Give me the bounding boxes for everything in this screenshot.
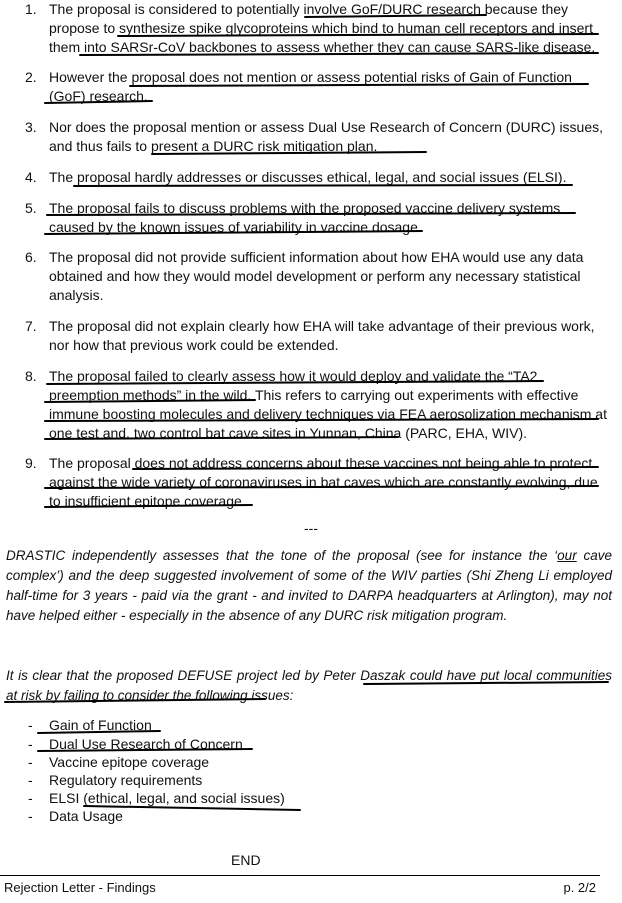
finding-text: The proposal fails to discuss problems with the proposed vaccine delivery systems caused by the known issues of variability in vaccine dosage. <box>49 200 561 235</box>
underline-mark <box>130 84 588 86</box>
finding-text: The proposal hardly addresses or discusses ethical, legal, and social issues (ELSI). <box>49 169 567 185</box>
conclusion-paragraph: It is clear that the proposed DEFUSE project led by Peter Daszak could have put local communities at risk by failing to consider the following issues: <box>6 668 612 703</box>
finding-number: 3. <box>25 119 37 135</box>
finding-text: However the proposal does not mention or assess potential risks of Gain of Function (GoF) research. <box>49 69 572 104</box>
underline-mark <box>133 467 598 469</box>
finding-number: 4. <box>25 169 37 185</box>
underline-mark <box>80 53 598 55</box>
underline-mark <box>45 400 255 402</box>
underline-mark <box>118 34 598 36</box>
underline-mark <box>38 731 160 733</box>
underline-mark <box>45 437 398 439</box>
finding-number: 9. <box>25 455 37 471</box>
underline-mark <box>47 213 575 215</box>
underline-mark <box>84 806 300 810</box>
finding-number: 6. <box>25 249 37 265</box>
issue-text: Dual Use Research of Concern <box>49 736 243 752</box>
underline-mark <box>45 419 598 421</box>
assessment-underlined-word: our <box>557 548 577 563</box>
bullet-dash: - <box>28 808 33 824</box>
bullet-dash: - <box>28 772 33 788</box>
section-separator: --- <box>304 520 318 536</box>
underline-mark <box>45 505 252 507</box>
issue-text: Regulatory requirements <box>49 772 203 788</box>
finding-number: 2. <box>25 69 37 85</box>
bullet-dash: - <box>28 754 33 770</box>
bullet-dash: - <box>28 736 33 752</box>
bullet-dash: - <box>28 717 33 733</box>
bullet-dash: - <box>28 790 33 806</box>
underline-mark <box>47 381 543 384</box>
assessment-text-before: DRASTIC independently assesses that the tone of the proposal (see for instance the ‘ <box>6 548 558 563</box>
finding-number: 7. <box>25 318 37 334</box>
underline-mark <box>45 231 422 234</box>
issue-text: ELSI (ethical, legal, and social issues) <box>49 790 285 806</box>
finding-text: Nor does the proposal mention or assess Dual Use Research of Concern (DURC) issues, and thus fails to present a DURC risk mitigation plan. <box>49 119 604 154</box>
finding-text: The proposal is considered to potentially involve GoF/DURC research because they propose to synthesize spike glycoproteins which bind to human cell receptors and insert them into SARSr-CoV backbones to assess whether they can cause SARS-like disease. <box>49 1 596 55</box>
underline-mark <box>5 699 265 702</box>
underline-mark <box>45 101 152 103</box>
finding-number: 1. <box>25 1 37 17</box>
finding-text: The proposal did not explain clearly how EHA will take advantage of their previous work, nor how that previous work could be extended. <box>49 318 595 353</box>
finding-number: 5. <box>25 200 37 216</box>
issue-text: Vaccine epitope coverage <box>49 754 210 770</box>
footer-title: Rejection Letter - Findings <box>4 880 156 895</box>
finding-text: The proposal failed to clearly assess how it would deploy and validate the “TA2 preemption methods” in the wild. This refers to carrying out experiments with effective immune boosting molecules and delivery techniques via FEA aerosolization mechanism at one test and. two control bat cave sites in Yunnan, China (PARC, EHA, WIV). <box>49 368 607 441</box>
underline-mark <box>74 185 572 186</box>
assessment-text-after: cave complex’) and the deep suggested involvement of some of the WIV parties (Shi Zheng Li employed half-time for 3 years - paid via the grant - and invited to DARPA headquarters at Arlington), may not have helped either - especially in the absence of any DURC risk mitigation program. <box>6 548 612 623</box>
underline-mark <box>45 486 598 488</box>
underline-mark <box>364 682 608 684</box>
issue-text: Gain of Function <box>49 717 152 733</box>
underline-mark <box>38 749 252 751</box>
issue-text: Data Usage <box>49 808 123 824</box>
finding-number: 8. <box>25 368 37 384</box>
finding-text: The proposal did not provide sufficient information about how EHA would use any data obtained and how they would model development or perform any necessary statistical analysis. <box>49 249 584 303</box>
underline-mark <box>305 15 486 17</box>
finding-text: The proposal does not address concerns about these vaccines not being able to protect against the wide variety of coronaviruses in bat caves which are constantly evolving, due to insufficient epitope coverage. <box>49 455 598 509</box>
underline-mark <box>152 152 426 154</box>
page-number: p. 2/2 <box>563 880 596 895</box>
end-marker: END <box>231 852 261 868</box>
